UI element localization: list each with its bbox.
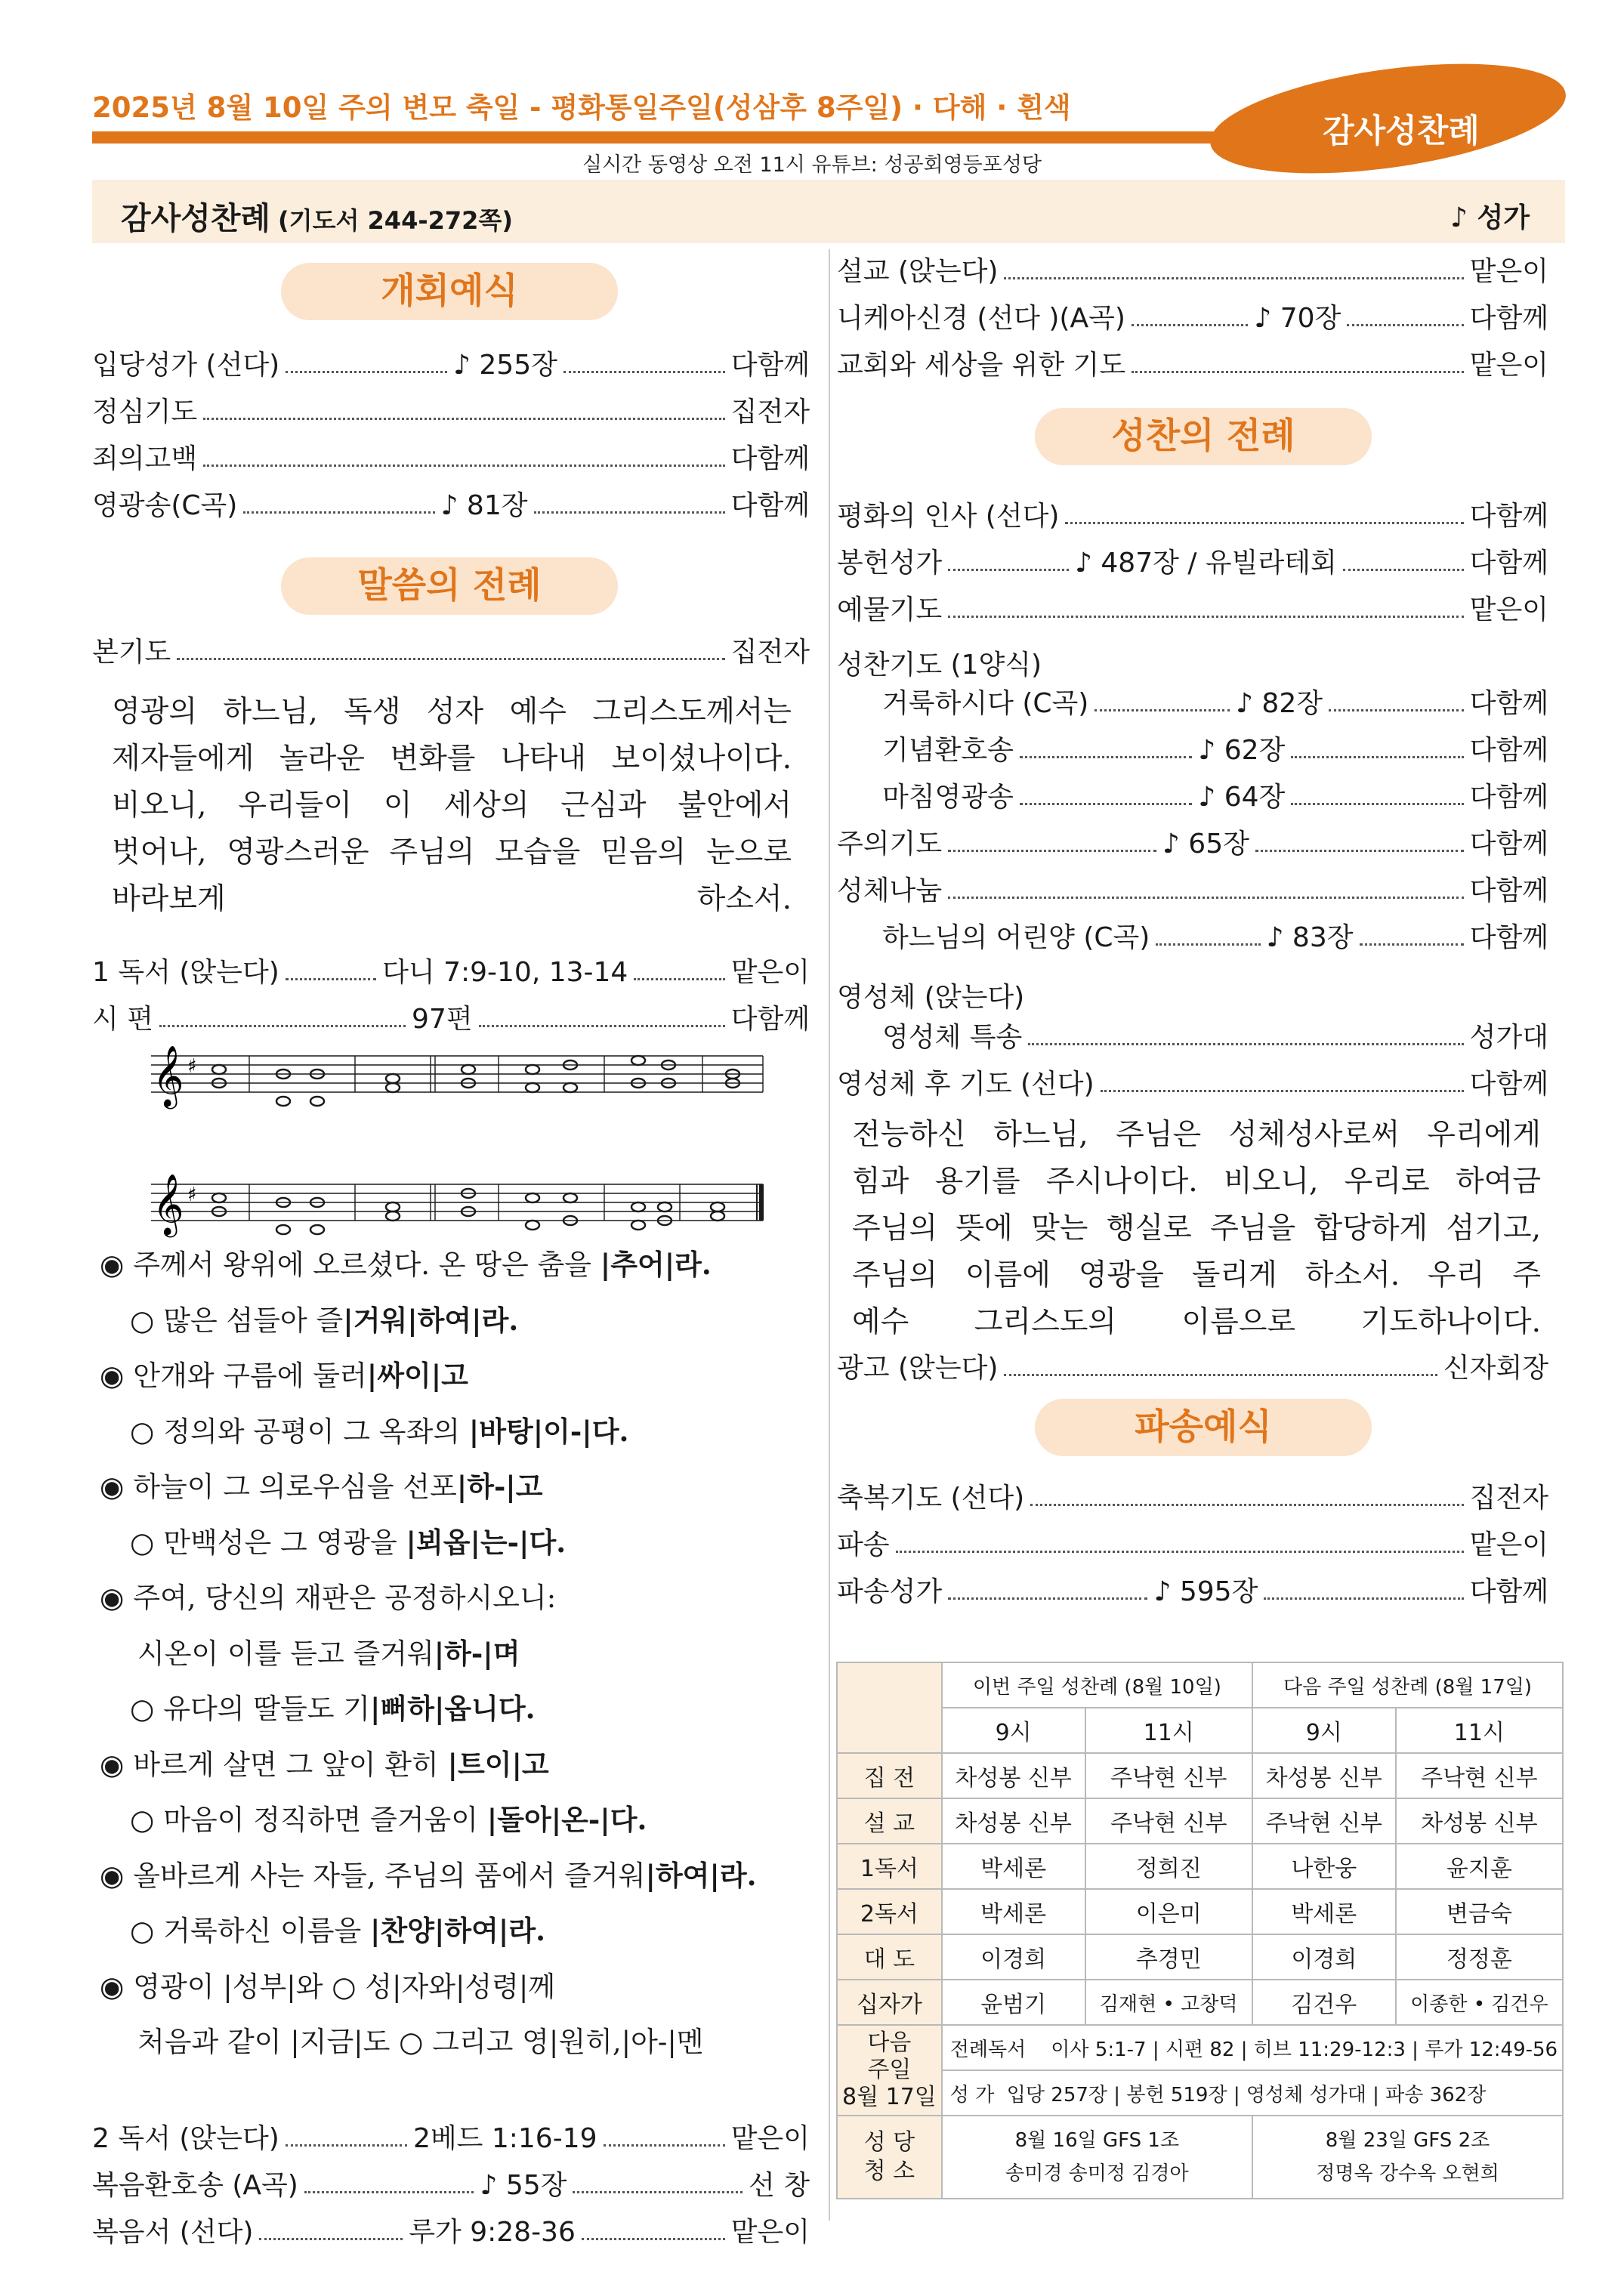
row-label: 설교 (앉는다)	[837, 256, 999, 287]
psalm-text: 마음이 정직하면 즐거움이	[163, 1804, 487, 1836]
schedule-cell: 박세론	[942, 1844, 1085, 1889]
row-who: 맡은이	[730, 2123, 810, 2154]
cleaning-line: 송미경 송미정 김경아	[1005, 2162, 1189, 2185]
psalm-verse	[130, 1908, 545, 1949]
cantor-mark-icon: ◉	[100, 1748, 125, 1781]
psalm-verse	[100, 1575, 556, 1616]
psalm-label: 시 편	[92, 1004, 153, 1035]
collect-row	[92, 636, 810, 668]
row-hymn: ♪ 62장	[1198, 735, 1286, 766]
leader-dots	[1255, 850, 1464, 852]
collect-text	[112, 689, 792, 923]
row-hymn: ♪ 487장 / 유빌라테회	[1074, 548, 1337, 579]
schedule-role: 집 전	[837, 1753, 942, 1798]
schedule-cell: 이경희	[942, 1934, 1085, 1980]
row-label: 복음서 (선다)	[92, 2217, 254, 2248]
liturgy-row	[92, 2216, 810, 2249]
leader-dots	[948, 897, 1464, 899]
liturgy-row	[92, 443, 810, 475]
leader-dots	[1101, 1090, 1464, 1092]
leader-dots	[534, 511, 725, 514]
schedule-row	[837, 1844, 1563, 1889]
time-cell: 9시	[1252, 1708, 1396, 1753]
prayerbook-pages: (기도서 244-272쪽)	[278, 206, 513, 235]
psalm-text: 만백성은 그 영광을	[163, 1526, 406, 1559]
announcements-label: 광고 (앉는다)	[837, 1353, 999, 1384]
schedule-cell: 윤지훈	[1396, 1844, 1563, 1889]
people-mark-icon: ○	[130, 1915, 155, 1947]
psalm-verse	[100, 1964, 555, 2005]
leader-dots	[1020, 756, 1192, 758]
communion-heading: 영성체 (앉는다)	[837, 982, 1025, 1013]
schedule-row	[837, 1934, 1563, 1980]
leader-dots	[286, 371, 447, 373]
psalm-who: 다함께	[730, 1004, 810, 1035]
liturgy-row	[882, 687, 1548, 720]
post-communion-line: 주님의 뜻에 맞는 행실로 주님을 합당하게 섬기고,	[852, 1211, 1541, 1245]
schedule-cell: 정정훈	[1396, 1934, 1563, 1980]
row-hymn: ♪ 65장	[1162, 829, 1249, 860]
leader-dots	[948, 569, 1069, 571]
post-communion-line: 힘과 용기를 주시나이다. 비오니, 우리로 하여금	[852, 1165, 1541, 1199]
column-divider	[829, 249, 830, 2221]
row-who: 다함께	[1469, 875, 1548, 906]
psalm-pointing: |거워|하여|라.	[343, 1303, 519, 1337]
leader-dots	[1291, 803, 1463, 805]
schedule-role: 대 도	[837, 1934, 942, 1980]
leader-dots	[563, 371, 725, 373]
post-communion-text	[852, 1112, 1541, 1346]
leader-dots	[896, 1551, 1464, 1553]
leader-dots	[203, 418, 725, 420]
row-label: 파송	[837, 1529, 890, 1560]
row-who: 선 창	[749, 2170, 810, 2201]
psalm-text: 올바르게 사는 자들, 주님의 품에서 즐거워	[133, 1859, 646, 1892]
row-label: 죄의고백	[92, 443, 198, 474]
header-rule	[92, 131, 1304, 144]
collect-label: 본기도	[92, 637, 171, 668]
liturgy-row	[837, 500, 1548, 532]
service-date-title: 2025년 8월 10일 주의 변모 축일 - 평화통일주일(성삼후 8주일) · 다해 · 흰색	[92, 91, 1071, 124]
psalm-pointing: |바탕|이-|다.	[468, 1414, 629, 1448]
row-label: 영광송(C곡)	[92, 490, 238, 521]
schedule-row	[837, 1980, 1563, 2025]
row-label: 영성체 특송	[882, 1022, 1023, 1053]
people-mark-icon: ○	[130, 1693, 155, 1725]
liturgy-row	[92, 2169, 810, 2202]
psalm-verse	[130, 1298, 518, 1338]
collect-who: 집전자	[730, 637, 810, 668]
leader-dots	[286, 2144, 407, 2147]
next-week-header: 다음 주일 성찬례 (8월 17일)	[1252, 1662, 1563, 1708]
schedule-role: 1독서	[837, 1844, 942, 1889]
psalm-pointing: |뻐하|옵니다.	[370, 1692, 536, 1725]
row-label: 영성체 후 기도 (선다)	[837, 1069, 1095, 1100]
schedule-corner	[837, 1662, 942, 1753]
schedule-cell: 김건우	[1252, 1980, 1396, 2025]
psalm-pointing: |뵈옵|는-|다.	[406, 1525, 567, 1559]
cantor-mark-icon: ◉	[100, 1970, 125, 2003]
collect-line: 영광의 하느님, 독생 성자 예수 그리스도께서는	[112, 695, 792, 729]
liturgy-row	[837, 828, 1548, 860]
row-who: 다함께	[1469, 501, 1548, 532]
leader-dots	[948, 1597, 1147, 1600]
schedule-cell: 주낙현 신부	[1085, 1753, 1252, 1798]
row-who: 다함께	[1469, 1576, 1549, 1607]
leader-dots	[286, 978, 376, 980]
leader-dots	[177, 658, 724, 660]
psalm-pointing: |싸이|고	[366, 1359, 468, 1392]
cleaning-line: 정명옥 강수옥 오현희	[1316, 2162, 1499, 2185]
row-hymn: ♪ 55장	[480, 2170, 567, 2201]
leader-dots	[1132, 324, 1248, 326]
psalm-verse	[100, 1742, 549, 1782]
first-reading-label: 1 독서 (앉는다)	[92, 957, 279, 988]
liturgy-row	[882, 1021, 1548, 1054]
row-who: 다함께	[730, 443, 810, 474]
people-mark-icon: ○	[130, 1415, 155, 1448]
row-hymn: ♪ 595장	[1153, 1576, 1258, 1607]
psalm-text: 유다의 딸들도 기	[163, 1693, 371, 1725]
time-cell: 11시	[1085, 1708, 1252, 1753]
cleaning-line: 8월 23일 GFS 2조	[1325, 2129, 1490, 2152]
psalm-text: 하늘이 그 의로우심을 선포	[133, 1471, 457, 1503]
collect-line: 바라보게 하소서.	[112, 882, 792, 916]
liturgy-row	[92, 349, 810, 381]
row-who: 맡은이	[1469, 1529, 1548, 1560]
schedule-cell: 김재현 • 고창덕	[1085, 1980, 1252, 2025]
cleaning-left	[942, 2116, 1252, 2199]
schedule-cell: 차성봉 신부	[942, 1798, 1085, 1844]
row-who: 다함께	[1469, 1069, 1548, 1100]
psalm-pointing: |하-|고	[456, 1470, 543, 1503]
row-who: 맡은이	[1469, 350, 1548, 381]
cantor-mark-icon: ◉	[100, 1360, 125, 1392]
leader-dots	[948, 616, 1464, 618]
psalm-pointing: |찬양|하여|라.	[370, 1914, 545, 1947]
psalm-chant-notation	[136, 1041, 770, 1260]
row-label: 예물기도	[837, 594, 943, 625]
cantor-mark-icon: ◉	[100, 1248, 125, 1281]
section-dismissal: 파송예식	[1035, 1399, 1372, 1456]
leader-dots	[159, 1025, 406, 1027]
liturgy-row	[837, 1576, 1548, 1608]
row-who: 다함께	[1469, 303, 1548, 334]
post-communion-line: 전능하신 하느님, 주님은 성체성사로써 우리에게	[852, 1118, 1541, 1152]
row-who: 맡은이	[1469, 594, 1548, 625]
psalm-number: 97편	[412, 1004, 473, 1035]
liturgy-row	[882, 734, 1548, 767]
leader-dots	[1291, 756, 1463, 758]
collect-line: 제자들에게 놀라운 변화를 나타내 보이셨나이다.	[112, 742, 792, 776]
row-who: 다함께	[1469, 735, 1549, 766]
row-label: 복음환호송 (A곡)	[92, 2170, 298, 2201]
readings-label: 전례독서	[949, 2038, 1027, 2061]
schedule-body	[837, 1753, 1563, 2025]
psalm-pointing: |추어|라.	[600, 1248, 712, 1281]
row-hymn: 2베드 1:16-19	[412, 2123, 597, 2154]
next-label-line: 다음	[867, 2029, 912, 2056]
psalm-text: 정의와 공평이 그 옥좌의	[163, 1415, 469, 1448]
treble-clef-icon: 𝄞	[153, 1045, 184, 1107]
leader-dots	[304, 2191, 474, 2193]
schedule-role: 십자가	[837, 1980, 942, 2025]
schedule-cell: 차성봉 신부	[1396, 1798, 1563, 1844]
liturgy-row	[837, 1068, 1548, 1100]
leader-dots	[1065, 522, 1463, 524]
cantor-mark-icon: ◉	[100, 1582, 125, 1614]
leader-dots	[479, 1025, 725, 1027]
leader-dots	[259, 2238, 403, 2240]
psalm-text: 안개와 구름에 둘러	[133, 1360, 367, 1392]
row-label: 하느님의 어린양 (C곡)	[882, 922, 1150, 953]
schedule-cell: 이경희	[1252, 1934, 1396, 1980]
psalm-verse	[130, 1409, 628, 1449]
row-label: 정심기도	[92, 397, 198, 427]
row-hymn: ♪ 82장	[1236, 688, 1323, 719]
collect-line: 비오니, 우리들이 이 세상의 근심과 불안에서	[112, 789, 792, 823]
schedule-cell: 변금숙	[1396, 1889, 1563, 1934]
schedule-cell: 추경민	[1085, 1934, 1252, 1980]
liturgy-row	[837, 1529, 1548, 1561]
sharp-icon: ♯	[187, 1184, 197, 1206]
schedule-cell: 박세론	[1252, 1889, 1396, 1934]
cantor-mark-icon: ◉	[100, 1859, 125, 1892]
schedule-role: 2독서	[837, 1889, 942, 1934]
liturgy-row	[837, 875, 1548, 907]
header-badge-label: 감사성찬례	[1323, 113, 1480, 150]
liturgy-row	[837, 1482, 1548, 1514]
cleaning-label	[837, 2116, 942, 2199]
hymn-column-label: ♪ 성가	[1450, 202, 1530, 233]
psalm-verse	[130, 1520, 566, 1560]
leader-dots	[243, 511, 434, 514]
leader-dots	[1004, 1374, 1437, 1376]
treble-clef-icon: 𝄞	[153, 1173, 184, 1235]
schedule-role: 설 교	[837, 1798, 942, 1844]
liturgy-row	[882, 781, 1548, 813]
psalm-text: 바르게 살면 그 앞이 환히	[133, 1748, 448, 1781]
schedule-cell: 이종한 • 김건우	[1396, 1980, 1563, 2025]
row-label: 니케아신경 (선다 )(A곡)	[837, 303, 1125, 334]
schedule-cell: 이은미	[1085, 1889, 1252, 1934]
schedule-cell: 주낙현 신부	[1396, 1753, 1563, 1798]
row-hymn: ♪ 64장	[1198, 782, 1286, 813]
leader-dots	[604, 2144, 725, 2147]
staff-line-2	[151, 1184, 763, 1221]
psalm-pointing: |하여|라.	[645, 1858, 757, 1892]
leader-dots	[1343, 569, 1464, 571]
psalm-verse	[100, 1464, 543, 1505]
cantor-mark-icon: ◉	[100, 1471, 125, 1503]
section-eucharist: 성찬의 전례	[1035, 408, 1372, 465]
schedule-cell: 차성봉 신부	[1252, 1753, 1396, 1798]
post-communion-line: 예수 그리스도의 이름으로 기도하나이다.	[852, 1305, 1541, 1339]
row-who: 맡은이	[730, 2217, 810, 2248]
cleaning-label-line: 성 당	[863, 2129, 915, 2156]
row-hymn: 루가 9:28-36	[409, 2217, 576, 2248]
row-who: 다함께	[730, 490, 810, 521]
leader-dots	[1028, 1043, 1463, 1045]
leader-dots	[573, 2191, 743, 2193]
row-hymn: ♪ 81장	[440, 490, 528, 521]
people-mark-icon: ○	[130, 1304, 155, 1337]
row-who: 다함께	[1469, 782, 1549, 813]
leader-dots	[203, 465, 725, 467]
leader-dots	[1156, 943, 1260, 946]
leader-dots	[582, 2238, 725, 2240]
row-label: 성체나눔	[837, 875, 943, 906]
first-reading-row	[92, 956, 810, 989]
row-label: 입당성가 (선다)	[92, 350, 280, 381]
leader-dots	[1004, 277, 1463, 279]
psalm-verse	[100, 1353, 468, 1394]
psalm-verse	[100, 1242, 712, 1282]
psalm-verse	[137, 1631, 520, 1671]
row-who: 집전자	[1469, 1483, 1548, 1514]
row-hymn: ♪ 70장	[1254, 303, 1341, 334]
liturgy-row	[837, 547, 1548, 579]
liturgy-row	[837, 594, 1548, 626]
live-stream-note: 실시간 동영상 오전 11시 유튜브: 성공회영등포성당	[582, 153, 1042, 177]
schedule-cell: 주낙현 신부	[1252, 1798, 1396, 1844]
next-readings-cell	[942, 2025, 1563, 2070]
hymns-label: 성 가	[949, 2083, 995, 2107]
leader-dots	[1347, 324, 1463, 326]
leader-dots	[1360, 943, 1464, 946]
row-label: 축복기도 (선다)	[837, 1483, 1025, 1514]
announcements-row	[837, 1352, 1548, 1384]
psalm-text: 주께서 왕위에 오르셨다. 온 땅은 춤을	[133, 1248, 601, 1281]
schedule-cell: 주낙현 신부	[1085, 1798, 1252, 1844]
row-who: 맡은이	[1469, 256, 1548, 287]
cleaning-label-line: 청 소	[863, 2158, 915, 2184]
schedule-cell: 나한웅	[1252, 1844, 1396, 1889]
time-cell: 11시	[1396, 1708, 1563, 1753]
row-who: 다함께	[1469, 922, 1549, 953]
row-label: 봉헌성가	[837, 548, 943, 579]
announcements-who: 신자회장	[1443, 1353, 1548, 1384]
psalm-verse	[100, 1853, 757, 1894]
row-hymn: ♪ 255장	[452, 350, 557, 381]
psalm-verse	[130, 1686, 536, 1727]
row-label: 주의기도	[837, 829, 943, 860]
liturgy-row	[92, 2122, 810, 2155]
liturgy-title	[121, 193, 513, 238]
first-reading-who: 맡은이	[730, 957, 810, 988]
people-mark-icon: ○	[130, 1526, 155, 1559]
schedule-cell: 차성봉 신부	[942, 1753, 1085, 1798]
liturgy-row	[882, 921, 1548, 954]
psalm-text: 영광이 |성부|와 ○ 성|자와|성령|께	[133, 1970, 556, 2003]
next-hymns-cell	[942, 2070, 1563, 2116]
liturgy-row	[92, 396, 810, 428]
row-hymn: ♪ 83장	[1266, 922, 1354, 953]
psalm-text: 주여, 당신의 재판은 공정하시오니:	[133, 1582, 557, 1614]
leader-dots	[1264, 1597, 1463, 1600]
section-word: 말씀의 전례	[281, 557, 618, 615]
liturgy-row	[837, 255, 1548, 288]
next-hymns: 입당 257장 | 봉헌 519장 | 영성체 성가대 | 파송 362장	[1006, 2083, 1487, 2107]
liturgy-row	[837, 349, 1548, 381]
row-label: 2 독서 (앉는다)	[92, 2123, 279, 2154]
first-reading-ref: 다니 7:9-10, 13-14	[382, 957, 628, 988]
sharp-icon: ♯	[187, 1055, 197, 1078]
time-cell: 9시	[942, 1708, 1085, 1753]
psalm-text: 처음과 같이 |지금|도 ○ 그리고 영|원히,|아-|멘	[137, 2026, 704, 2058]
row-label: 마침영광송	[882, 782, 1014, 813]
psalm-verse	[130, 1797, 647, 1838]
row-who: 다함께	[1469, 548, 1548, 579]
row-who: 다함께	[1469, 829, 1549, 860]
liturgy-row	[92, 489, 810, 522]
psalm-text: 거룩하신 이름을	[163, 1915, 371, 1947]
liturgy-title-main: 감사성찬례	[121, 200, 271, 236]
eucharistic-prayer-heading: 성찬기도 (1양식)	[837, 650, 1042, 681]
next-readings: 이사 5:1-7 | 시편 82 | 히브 11:29-12:3 | 루가 12:49-56	[1051, 2038, 1558, 2061]
next-label-line: 8월 17일	[842, 2084, 937, 2110]
people-mark-icon: ○	[130, 1804, 155, 1836]
row-label: 거룩하시다 (C곡)	[882, 688, 1089, 719]
next-label-line: 주일	[867, 2057, 912, 2083]
row-who: 다함께	[1469, 688, 1549, 719]
psalm-pointing: |하-|며	[434, 1636, 520, 1670]
liturgy-row	[837, 302, 1548, 335]
leader-dots	[1020, 803, 1192, 805]
row-label: 평화의 인사 (선다)	[837, 501, 1060, 532]
next-sunday-label	[837, 2025, 942, 2116]
row-who: 성가대	[1469, 1022, 1548, 1053]
post-communion-line: 주님의 이름에 영광을 돌리게 하소서. 우리 주	[852, 1258, 1541, 1292]
psalm-text: 시온이 이를 듣고 즐거워	[137, 1637, 434, 1670]
schedule-row	[837, 1889, 1563, 1934]
leader-dots	[1095, 709, 1230, 711]
psalm-text: 많은 섬들아 즐	[163, 1304, 344, 1337]
leader-dots	[1329, 709, 1464, 711]
schedule-row	[837, 1798, 1563, 1844]
this-week-header: 이번 주일 성찬례 (8월 10일)	[942, 1662, 1252, 1708]
schedule-table	[836, 1662, 1564, 2199]
schedule-row	[837, 1753, 1563, 1798]
row-label: 파송성가	[837, 1576, 943, 1607]
row-who: 집전자	[730, 397, 810, 427]
section-opening: 개회예식	[281, 263, 618, 320]
cleaning-right	[1252, 2116, 1563, 2199]
psalm-pointing: |돌아|온-|다.	[486, 1803, 647, 1836]
psalm-pointing: |트이|고	[447, 1747, 549, 1781]
leader-dots	[634, 978, 724, 980]
row-label: 교회와 세상을 위한 기도	[837, 350, 1126, 381]
cleaning-line: 8월 16일 GFS 1조	[1014, 2129, 1180, 2152]
row-label: 기념환호송	[882, 735, 1014, 766]
leader-dots	[1132, 371, 1464, 373]
leader-dots	[1030, 1504, 1463, 1506]
row-who: 다함께	[730, 350, 810, 381]
schedule-cell: 정희진	[1085, 1844, 1252, 1889]
schedule-cell: 박세론	[942, 1889, 1085, 1934]
chant-notes-1	[212, 1056, 739, 1106]
collect-line: 벗어나, 영광스러운 주님의 모습을 믿음의 눈으로	[112, 835, 792, 869]
schedule-cell: 윤범기	[942, 1980, 1085, 2025]
leader-dots	[948, 850, 1156, 852]
psalm-row	[92, 1003, 810, 1036]
psalm-verse	[137, 2019, 704, 2060]
